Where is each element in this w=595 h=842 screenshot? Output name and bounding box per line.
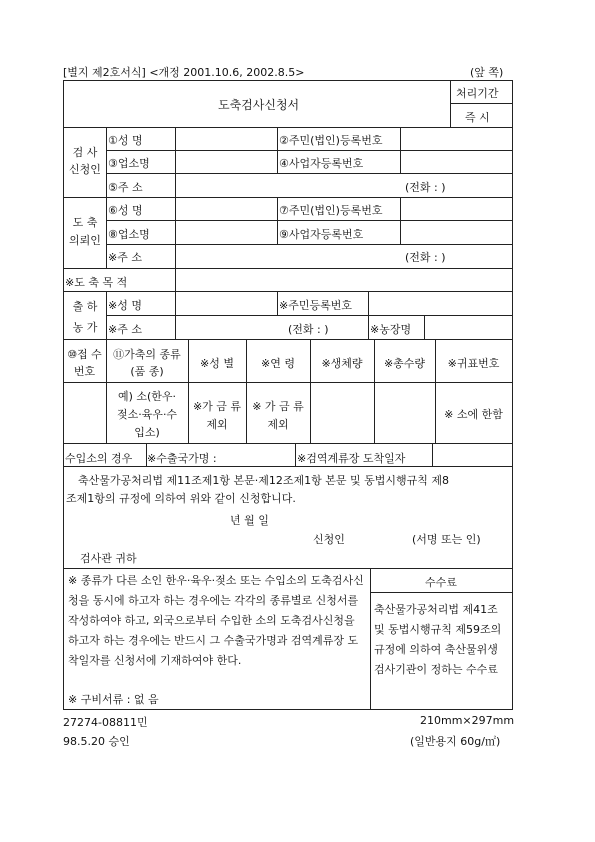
processing-period-value: 즉 시 xyxy=(465,111,490,124)
shipper-phone-label: (전화 : ) xyxy=(288,323,329,336)
form-title: 도축검사신청서 xyxy=(218,98,300,112)
import-case-label: 수입소의 경우 xyxy=(65,452,133,465)
receipt-number-header-1: ⑩접 수 xyxy=(67,348,102,361)
form-code: 27274-08811민 xyxy=(63,716,148,729)
livestock-kind-header-2: (품 종) xyxy=(130,365,164,378)
consignor-regno-label: ⑦주민(법인)등록번호 xyxy=(279,204,383,217)
receipt-number-header-2: 번호 xyxy=(73,365,96,378)
sex-header: ※성 별 xyxy=(200,357,234,370)
poultry-except-note-age-1: ※ 가 금 류 xyxy=(252,400,304,413)
live-weight-header: ※생체량 xyxy=(321,357,363,370)
consignor-label-1: 도 축 xyxy=(72,216,98,229)
applicant-business-reg-label: ④사업자등록번호 xyxy=(279,157,364,170)
kind-example-line-1: 예) 소(한우· xyxy=(117,390,177,403)
shipper-label-1: 출 하 xyxy=(72,300,98,313)
poultry-except-note-sex-2: 제외 xyxy=(206,418,228,431)
shipper-farm-label: ※농장명 xyxy=(370,323,412,336)
approval-date: 98.5.20 승인 xyxy=(63,735,130,748)
poultry-except-note-sex-1: ※가 금 류 xyxy=(192,400,242,413)
poultry-except-note-age-2: 제외 xyxy=(267,418,289,431)
applicant-business-name-label: ③업소명 xyxy=(108,157,150,170)
cattle-only-note: ※ 소에 한함 xyxy=(444,408,503,421)
applicant-label-1: 검 사 xyxy=(72,146,98,159)
processing-period-label: 처리기간 xyxy=(456,87,499,100)
consignor-business-name-label: ⑧업소명 xyxy=(108,228,150,241)
applicant-phone-label: (전화 : ) xyxy=(405,181,446,194)
consignor-phone-label: (전화 : ) xyxy=(405,251,446,264)
quarantine-arrival-date-label: ※검역계류장 도착일자 xyxy=(297,452,406,465)
age-header: ※연 령 xyxy=(261,357,295,370)
shipper-regno-label: ※주민등록번호 xyxy=(279,299,352,312)
declaration-line-1: 축산물가공처리법 제11조제1항 본문·제12조제1항 본문 및 동법시행규칙 제8 xyxy=(78,474,449,487)
declaration-sign-label: (서명 또는 인) xyxy=(412,533,481,546)
export-country-label: ※수출국가명 : xyxy=(147,452,217,465)
consignor-label-2: 의뢰인 xyxy=(69,234,101,247)
shipper-name-label: ※성 명 xyxy=(108,299,142,312)
note-same-day-multi-type: ※ 종류가 다른 소인 한우·육우·젖소 또는 수입소의 도축검사신청을 동시에 하고자 하는 경우에는 각각의 종류별로 신청서를 작성하여야 하고, 외국으로부터 수입한 소의 도축검사신청을 하고자 하는 경우에는 반드시 그 수출국가명과 검역계류장 도착일자를 신청서에 기재하여야 한다. xyxy=(68,574,364,667)
fee-label: 수수료 xyxy=(425,576,457,589)
purpose-label: ※도 축 목 적 xyxy=(65,276,128,289)
kind-example-line-3: 입소) xyxy=(134,426,160,439)
declaration-date: 년 월 일 xyxy=(230,514,269,527)
fee-text: 축산물가공처리법 제41조 및 동법시행규칙 제59조의 규정에 의하여 축산물위생검사기관이 정하는 수수료 xyxy=(374,603,502,676)
paper-type: (일반용지 60g/㎡) xyxy=(410,735,501,748)
paper-size: 210mm×297mm xyxy=(420,714,515,727)
consignor-name-label: ⑥성 명 xyxy=(108,204,143,217)
kind-example-line-2: 젖소·육우·수 xyxy=(116,408,178,421)
form-reference: [별지 제2호서식] <개정 2001.10.6, 2002.8.5> xyxy=(63,66,305,79)
consignor-business-reg-label: ⑨사업자등록번호 xyxy=(279,228,364,241)
shipper-label-2: 농 가 xyxy=(72,321,98,334)
declaration-applicant-label: 신청인 xyxy=(313,533,345,546)
declaration-line-2: 조제1항의 규정에 의하여 위와 같이 신청합니다. xyxy=(66,492,296,505)
declaration-addressee: 검사관 귀하 xyxy=(80,552,137,565)
note-required-documents: ※ 구비서류 : 없 음 xyxy=(68,693,159,706)
applicant-name-label: ①성 명 xyxy=(108,134,143,147)
applicant-regno-label: ②주민(법인)등록번호 xyxy=(279,134,383,147)
shipper-address-label: ※주 소 xyxy=(108,323,142,336)
livestock-kind-header-1: ⑪가축의 종류 xyxy=(113,348,181,361)
applicant-label-2: 신청인 xyxy=(69,163,101,176)
page-side: (앞 쪽) xyxy=(470,66,504,79)
consignor-address-label: ※주 소 xyxy=(108,251,142,264)
applicant-address-label: ⑤주 소 xyxy=(108,181,143,194)
head-count-header: ※총수량 xyxy=(383,357,426,370)
ear-tag-header: ※귀표번호 xyxy=(447,357,500,370)
